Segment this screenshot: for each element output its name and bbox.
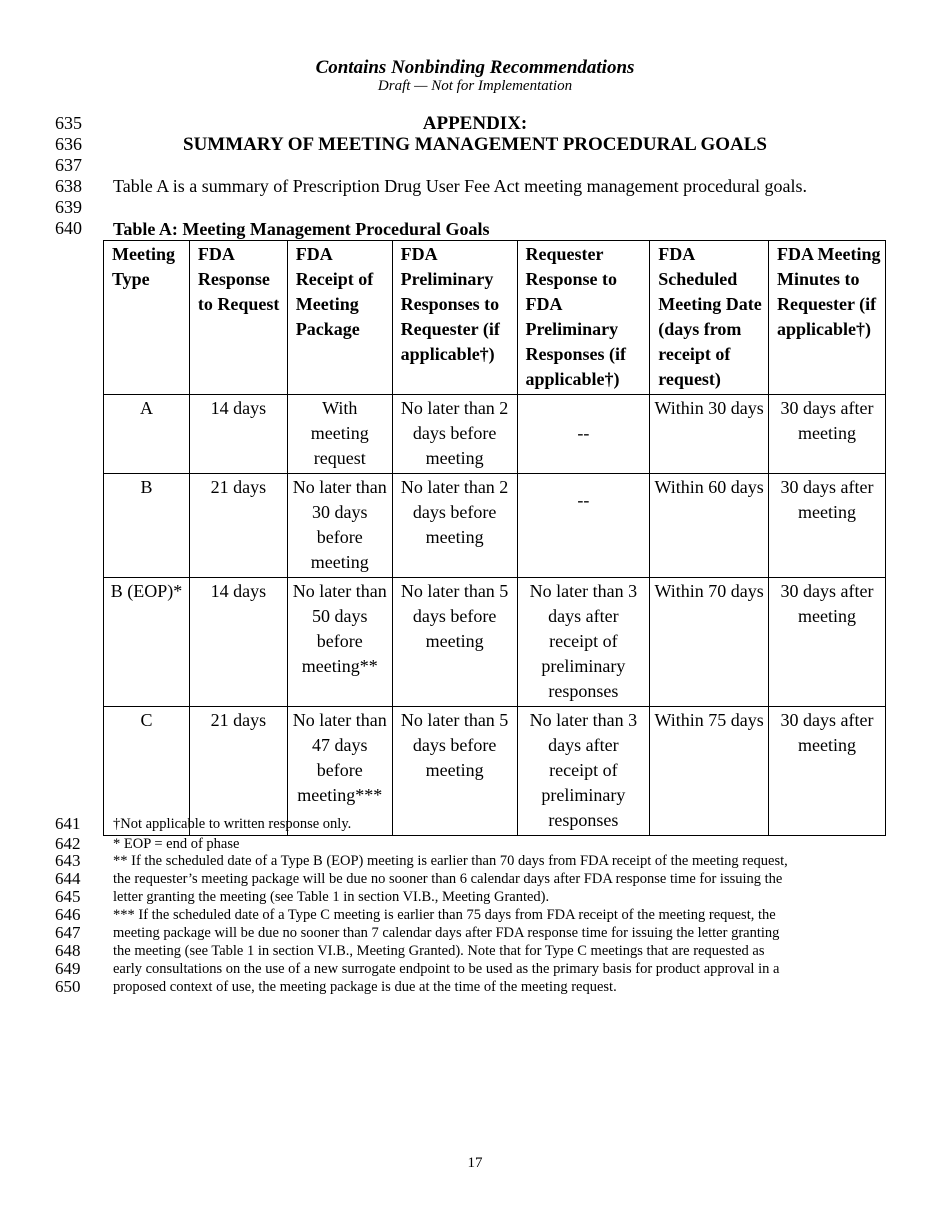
table-row bbox=[104, 578, 886, 707]
appendix-title: APPENDIX: bbox=[422, 113, 528, 134]
line-number: 648 bbox=[55, 941, 81, 960]
footnote: * EOP = end of phase bbox=[113, 836, 240, 852]
table-cell: No later than 3 days after receipt of preliminary responses bbox=[517, 707, 650, 836]
column-header: FDA Meeting Minutes to Requester (if applicable†) bbox=[769, 241, 886, 395]
line-number: 643 bbox=[55, 851, 81, 870]
line-number: 640 bbox=[55, 218, 82, 238]
line-number: 635 bbox=[55, 113, 82, 133]
header-title: Contains Nonbinding Recommendations bbox=[315, 57, 635, 78]
table-cell: 30 days after meeting bbox=[769, 707, 886, 836]
line-number: 647 bbox=[55, 923, 81, 942]
footnote: meeting package will be due no sooner than 7 calendar days after FDA response time for issuing the letter granting bbox=[113, 925, 780, 941]
table-cell: 30 days after meeting bbox=[769, 578, 886, 707]
line-number: 650 bbox=[55, 977, 81, 996]
table-cell: No later than 30 days before meeting bbox=[287, 474, 392, 578]
table-cell: No later than 2 days before meeting bbox=[392, 395, 517, 474]
table-cell: 30 days after meeting bbox=[769, 474, 886, 578]
table-cell: Within 75 days bbox=[650, 707, 769, 836]
table-cell: B bbox=[104, 474, 190, 578]
table-cell: No later than 47 days before meeting*** bbox=[287, 707, 392, 836]
table-cell: Within 30 days bbox=[650, 395, 769, 474]
table-row bbox=[104, 474, 886, 578]
table-cell: No later than 5 days before meeting bbox=[392, 707, 517, 836]
table-cell: No later than 2 days before meeting bbox=[392, 474, 517, 578]
line-number: 644 bbox=[55, 869, 81, 888]
table-cell: -- bbox=[517, 395, 650, 474]
header-subtitle: Draft — Not for Implementation bbox=[377, 78, 573, 94]
table-cell: Within 60 days bbox=[650, 474, 769, 578]
footnote: proposed context of use, the meeting package is due at the time of the meeting request. bbox=[113, 979, 617, 995]
footnote: ** If the scheduled date of a Type B (EOP) meeting is earlier than 70 days from FDA receipt of the meeting request, bbox=[113, 853, 788, 869]
table-cell: B (EOP)* bbox=[104, 578, 190, 707]
footnote: *** If the scheduled date of a Type C meeting is earlier than 75 days from FDA receipt of the meeting request, the bbox=[113, 907, 776, 923]
column-header: Requester Response to FDA Preliminary Responses (if applicable†) bbox=[517, 241, 650, 395]
table-row bbox=[104, 395, 886, 474]
table-cell: 21 days bbox=[189, 474, 287, 578]
table-cell: With meeting request bbox=[287, 395, 392, 474]
table-cell: 14 days bbox=[189, 578, 287, 707]
table-header-row bbox=[104, 241, 886, 395]
intro-paragraph: Table A is a summary of Prescription Drug User Fee Act meeting management procedural goals. bbox=[113, 176, 808, 196]
line-number: 649 bbox=[55, 959, 81, 978]
table-cell: 14 days bbox=[189, 395, 287, 474]
table-caption: Table A: Meeting Management Procedural Goals bbox=[113, 219, 490, 239]
column-header: FDA Scheduled Meeting Date (days from receipt of request) bbox=[650, 241, 769, 395]
column-header: FDA Receipt of Meeting Package bbox=[287, 241, 392, 395]
table-cell: No later than 3 days after receipt of preliminary responses bbox=[517, 578, 650, 707]
line-number: 638 bbox=[55, 176, 82, 196]
table-cell: 21 days bbox=[189, 707, 287, 836]
line-number: 637 bbox=[55, 155, 82, 175]
line-number: 636 bbox=[55, 134, 82, 154]
footnote: early consultations on the use of a new surrogate endpoint to be used as the primary basis for product approval in a bbox=[113, 961, 780, 977]
table-cell: A bbox=[104, 395, 190, 474]
column-header: FDA Preliminary Responses to Requester (if applicable†) bbox=[392, 241, 517, 395]
footnote: letter granting the meeting (see Table 1 in section VI.B., Meeting Granted). bbox=[113, 889, 550, 905]
line-number: 645 bbox=[55, 887, 81, 906]
footnote: †Not applicable to written response only. bbox=[113, 816, 352, 832]
column-header: FDA Response to Request bbox=[189, 241, 287, 395]
column-header: Meeting Type bbox=[104, 241, 190, 395]
page-number: 17 bbox=[467, 1155, 483, 1171]
footnote: the meeting (see Table 1 in section VI.B., Meeting Granted). Note that for Type C meetings that are requested as bbox=[113, 943, 765, 959]
table-cell: No later than 5 days before meeting bbox=[392, 578, 517, 707]
line-number: 641 bbox=[55, 814, 81, 833]
line-number: 639 bbox=[55, 197, 82, 217]
line-number: 642 bbox=[55, 834, 81, 853]
line-number: 646 bbox=[55, 905, 81, 924]
table-cell: -- bbox=[517, 474, 650, 578]
appendix-subtitle: SUMMARY OF MEETING MANAGEMENT PROCEDURAL GOALS bbox=[183, 134, 767, 155]
table-cell: No later than 50 days before meeting** bbox=[287, 578, 392, 707]
footnote: the requester’s meeting package will be due no sooner than 6 calendar days after FDA response time for issuing the bbox=[113, 871, 783, 887]
table-cell: 30 days after meeting bbox=[769, 395, 886, 474]
table-cell: C bbox=[104, 707, 190, 836]
table-cell: Within 70 days bbox=[650, 578, 769, 707]
procedural-goals-table bbox=[103, 240, 886, 836]
